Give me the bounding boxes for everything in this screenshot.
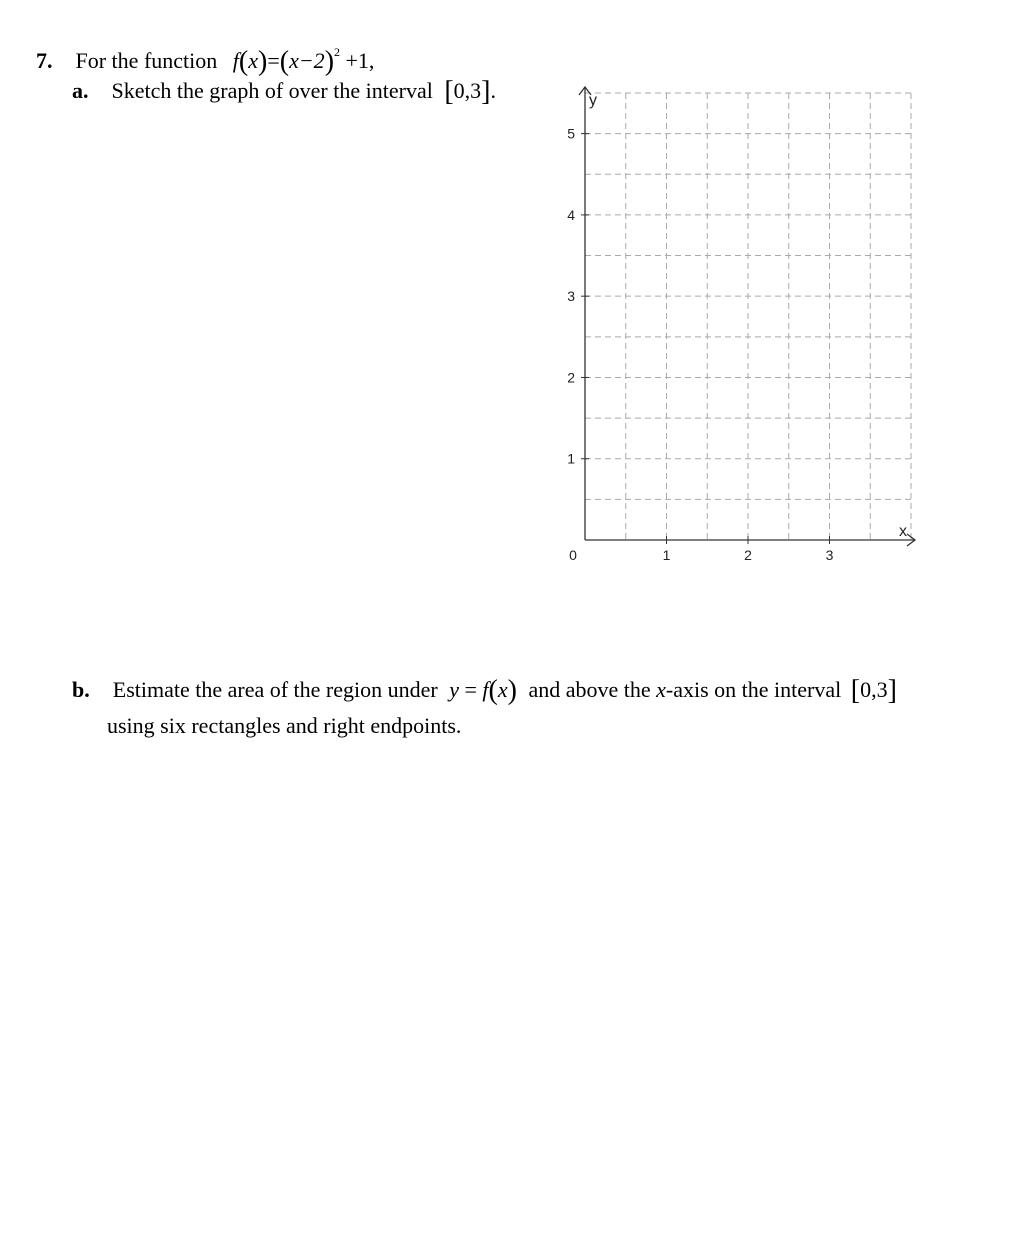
part-a-interval: [0,3]	[444, 76, 491, 107]
part-a-text: Sketch the graph of over the interval	[111, 78, 433, 103]
axes	[579, 87, 915, 546]
x-tick-label: 2	[744, 547, 752, 563]
y-tick-label: 2	[567, 369, 575, 386]
function-name: f	[232, 48, 239, 73]
part-b-label: b.	[72, 677, 90, 702]
function-exponent: 2	[334, 45, 341, 59]
grid-lines	[585, 93, 911, 540]
graph-grid	[555, 85, 925, 565]
part-b-interval: [0,3]	[850, 675, 897, 706]
x-axis-label: x	[899, 523, 907, 540]
function-variable: x	[248, 48, 258, 73]
y-tick-label: 1	[567, 450, 575, 467]
part-a-line	[72, 77, 496, 106]
y-axis-label: y	[589, 92, 597, 109]
y-tick-label: 3	[567, 288, 575, 305]
x-tick-label: 3	[825, 547, 834, 563]
part-b-text-2: and above the	[528, 677, 651, 702]
part-b-line-2: using six rectangles and right endpoints.	[107, 713, 462, 738]
part-b-text-1: Estimate the area of the region under	[112, 677, 438, 702]
question-intro: For the function	[75, 48, 218, 73]
part-a-end: .	[490, 78, 496, 103]
function-tail: +1,	[345, 48, 375, 73]
function-inner: x−2	[289, 48, 325, 73]
part-b-line-1	[72, 676, 897, 705]
part-b-equation: y = f(x)	[449, 675, 517, 706]
question-line	[36, 38, 374, 76]
function-expression: $f(x)=(x-2)^2 +1$,	[232, 45, 375, 77]
x-tick-label: 1	[662, 547, 671, 563]
part-b-text-3: -axis on the interval	[665, 677, 842, 702]
tick-labels	[567, 92, 907, 563]
y-tick-label: 4	[567, 206, 575, 223]
question-number: 7.	[36, 48, 53, 73]
y-tick-label: 5	[567, 125, 575, 142]
part-a-label: a.	[72, 78, 89, 103]
part-b-x-italic: x	[656, 677, 666, 702]
origin-label: 0	[569, 547, 577, 563]
